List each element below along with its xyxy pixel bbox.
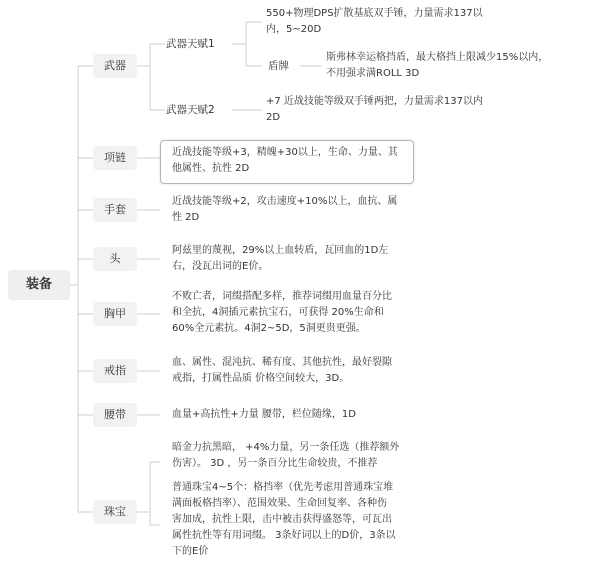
category-head[interactable]: 头: [93, 247, 137, 271]
shield-label[interactable]: 盾牌: [268, 60, 289, 72]
weapon-talent2-detail[interactable]: +7 近战技能等级双手锤两把，力量需求137以内 2D: [266, 96, 484, 123]
chest-detail[interactable]: 不败亡者，词缀搭配多样，推荐词缀用血量百分比 和全抗，4洞插元素抗宝石，可获得 20%生命和 60%全元素抗。4洞2~5D，5洞更贵更强。: [172, 291, 392, 334]
gloves-detail[interactable]: 近战技能等级+2，攻击速度+10%以上，血抗、属 性 2D: [172, 196, 398, 223]
jewel-detail-a[interactable]: 暗金力抗黑暗， +4%力量，另一条任选（推荐额外 伤害）。 3D ，另一条百分比生命较贵，不推荐: [172, 442, 400, 469]
weapon-talent1-label[interactable]: 武器天赋1: [166, 38, 215, 50]
weapon-talent2-label[interactable]: 武器天赋2: [166, 104, 215, 116]
category-necklace[interactable]: 项链: [93, 146, 137, 170]
jewel-detail-b[interactable]: 普通珠宝4~5个：格挡率（优先考虑用普通珠宝堆 满面板格挡率）、范围效果、生命回复率、各种伤 害加成，抗性上限，击中被击获得盛怒等，可瓦出 属性抗性等有用词缀。 3条好词以上的D价，3条以 下的E价: [172, 482, 396, 557]
ring-detail[interactable]: 血、属性、混沌抗、稀有度、其他抗性，最好裂隙 戒指，打属性品质 价格空间较大，3D。: [172, 357, 392, 384]
category-weapon[interactable]: 武器: [93, 54, 137, 78]
belt-detail[interactable]: 血量+高抗性+力量 腰带，栏位随缘，1D: [172, 409, 356, 420]
necklace-detail[interactable]: 近战技能等级+3，精魄+30以上，生命、力量、其 他属性、抗性 2D: [172, 147, 398, 174]
category-jewel[interactable]: 珠宝: [93, 500, 137, 524]
category-chest[interactable]: 胸甲: [93, 302, 137, 326]
root-node[interactable]: 装备: [8, 270, 70, 300]
category-ring[interactable]: 戒指: [93, 359, 137, 383]
shield-detail[interactable]: 斯弗林幸运格挡盾，最大格挡上限减少15%以内， 不用强求满ROLL 3D: [326, 52, 549, 79]
category-belt[interactable]: 腰带: [93, 403, 137, 427]
category-gloves[interactable]: 手套: [93, 198, 137, 222]
head-detail[interactable]: 阿兹里的蔑视，29%以上血转盾，瓦回血的1D左 右，没瓦出词的E价。: [172, 245, 389, 272]
weapon-talent1-detail[interactable]: 550+物理DPS扩散基底双手锤，力量需求137以 内，5~20D: [266, 8, 483, 35]
